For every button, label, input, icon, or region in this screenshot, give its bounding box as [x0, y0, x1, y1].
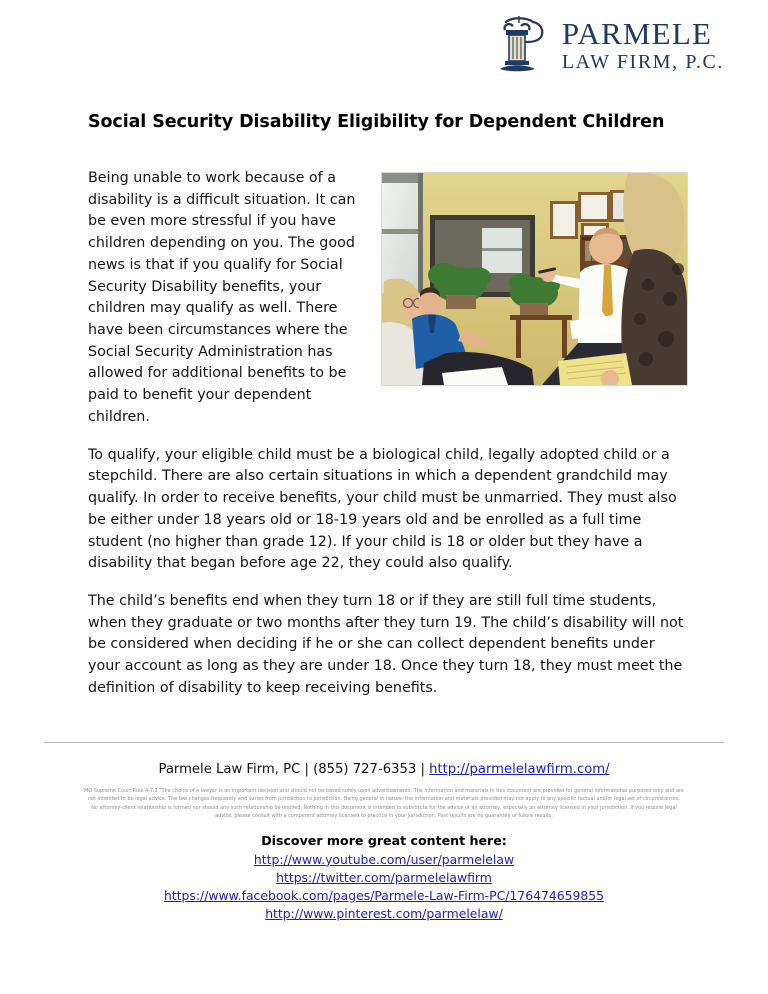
page-title: Social Security Disability Eligibility for Dependent Children: [88, 111, 665, 132]
brand-wordmark: [562, 18, 724, 72]
brand-name-line2: LAW FIRM, P.C.: [561, 51, 724, 73]
attorney-consultation-photo: [381, 172, 688, 386]
article-body: [88, 168, 688, 716]
brand-name-line1: PARMELE: [561, 16, 713, 51]
list-item: [44, 905, 724, 923]
list-item: [44, 869, 724, 887]
legal-disclaimer: MO Supreme Court Rule 4-7.2 "The choice of a lawyer is an important decision and should not be based solely upon advertisements. The information and materials in this document are provided for general informational purposes only and are not intended to be legal advice. The law changes frequently and varies from jurisdiction to jurisdiction. Being general in nature, the information and materials provided may not apply to any specific factual and/or legal set of circumstances. No attorney-client relationship is formed nor should any such relationship be implied. Nothing in this document is intended to substitute for the advice of an attorney, especially an attorney licensed in your jurisdiction. If you require legal advice, please consult with a competent attorney licensed to practice in your jurisdiction. Past results are no guarantee of future results.: [84, 788, 684, 820]
pinterest-link[interactable]: http://www.pinterest.com/parmelelaw/: [265, 905, 503, 921]
footer-divider: [44, 742, 724, 743]
youtube-link[interactable]: http://www.youtube.com/user/parmelelaw: [253, 851, 515, 867]
website-link[interactable]: http://parmelelawfirm.com/: [429, 762, 610, 777]
contact-line-prefix: Parmele Law Firm, PC | (855) 727-6353 |: [158, 762, 430, 777]
list-item: [44, 887, 724, 905]
facebook-link[interactable]: https://www.facebook.com/pages/Parmele-Law-Firm-PC/176474659855: [163, 887, 605, 903]
social-links-list: [44, 851, 724, 923]
contact-line: [44, 762, 724, 777]
paragraph-1: Being unable to work because of a disability is a difficult situation. It can be even more stressful if you have children depending on you. The good news is that if you qualify for Social Security Disability benefits, your children may qualify as well. There have been circumstances where the Social Security Administration has allowed for additional benefits to be paid to benefit your dependent children.: [88, 170, 356, 425]
parmele-column-logo-icon: [492, 14, 554, 76]
page-footer: [44, 762, 724, 923]
twitter-link[interactable]: https://twitter.com/parmelelawfirm: [276, 869, 492, 885]
discover-more-heading: Discover more great content here:: [261, 832, 507, 848]
paragraph-3: The child’s benefits end when they turn 18 or if they are still full time students, when they graduate or two months after they turn 19. The child’s disability will not be considered when deciding if he or she can collect dependent benefits under your account as long as they are under 18. Once they turn 18, they must meet the definition of disability to keep receiving benefits.: [88, 592, 684, 696]
paragraph-2: To qualify, your eligible child must be a biological child, legally adopted child or a stepchild. There are also certain situations in which a dependent grandchild may qualify. In order to receive benefits, your child must be unmarried. They must also be either under 18 years old or 18-19 years old and be enrolled as a full time student (no higher than grade 12). If your child is 18 or older but they have a disability that began before age 22, they could also qualify.: [88, 446, 677, 572]
list-item: [44, 851, 724, 869]
brand-logo: [492, 14, 724, 76]
